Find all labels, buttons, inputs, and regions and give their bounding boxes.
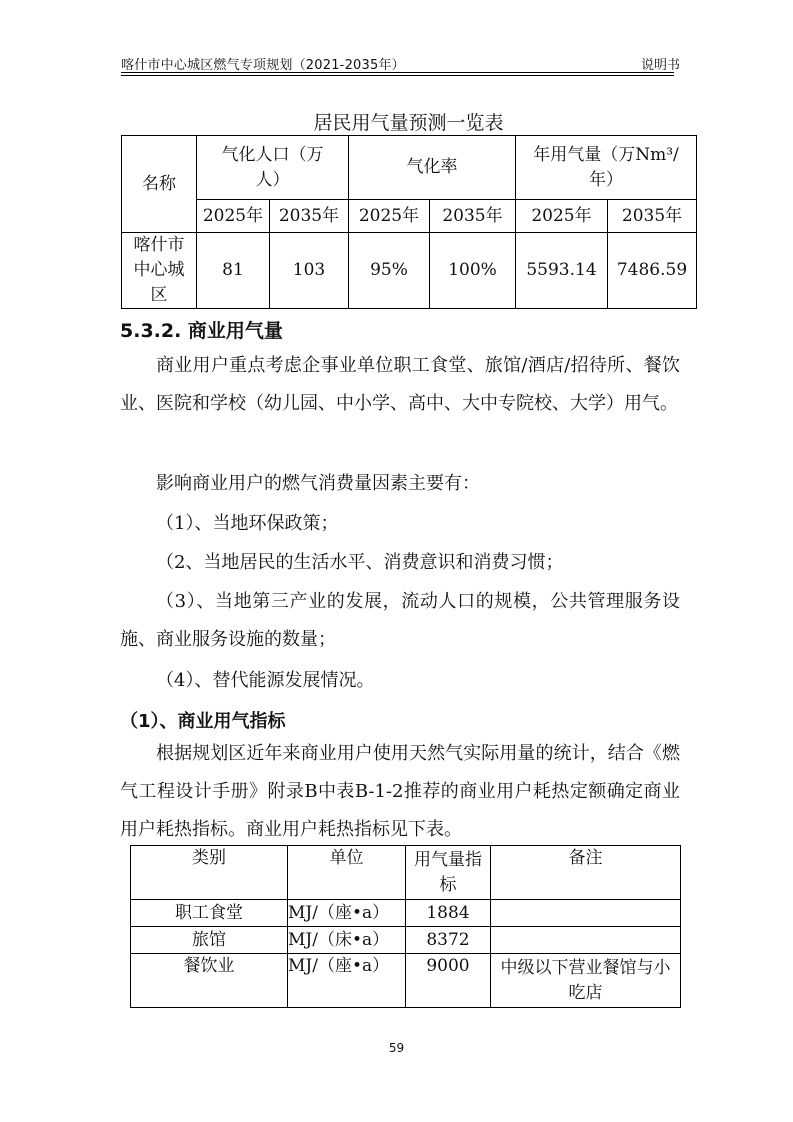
header-title: 喀什市中心城区燃气专项规划（2021-2035年） <box>121 58 405 73</box>
header-gasification-rate: 气化率 <box>349 136 516 200</box>
table-cell: 8372 <box>406 927 491 954</box>
list-item: （3）、当地第三产业的发展，流动人口的规模，公共管理服务设施、商业服务设施的数量； <box>120 591 680 650</box>
header-population: 气化人口（万人） <box>197 136 349 200</box>
table-cell: MJ/（床•a） <box>288 927 406 954</box>
header-cell: 备注 <box>491 846 681 900</box>
year-cell: 2025年 <box>516 200 608 233</box>
table-cell <box>491 927 681 954</box>
table-cell <box>491 900 681 927</box>
header-name: 名称 <box>122 136 197 233</box>
year-cell: 2035年 <box>430 200 516 233</box>
table-cell: 职工食堂 <box>131 900 288 927</box>
header-cell: 用气量指标 <box>406 846 491 900</box>
table-cell: 旅馆 <box>131 927 288 954</box>
page-number: 59 <box>388 1041 405 1055</box>
value-cell: 103 <box>270 233 349 309</box>
paragraph: 影响商业用户的燃气消费量因素主要有： <box>156 473 480 494</box>
commercial-gas-index-table <box>130 845 681 1008</box>
paragraph: 商业用户重点考虑企事业单位职工食堂、旅馆/酒店/招待所、餐饮业、医院和学校（幼儿园、中小学、高中、大中专院校、大学）用气。 <box>120 355 680 414</box>
table-cell: MJ/（座•a） <box>288 900 406 927</box>
header-rule-bottom <box>121 75 674 76</box>
table-cell: 1884 <box>406 900 491 927</box>
year-cell: 2025年 <box>197 200 270 233</box>
header-rule-top <box>121 72 674 73</box>
residential-table-caption: 居民用气量预测一览表 <box>313 112 504 134</box>
value-cell: 7486.59 <box>608 233 697 309</box>
value-cell: 5593.14 <box>516 233 608 309</box>
section-title: 5.3.2. 商业用气量 <box>120 320 283 342</box>
year-cell: 2025年 <box>349 200 430 233</box>
table-cell: 餐饮业 <box>131 954 288 1008</box>
list-item: （2、当地居民的生活水平、消费意识和消费习惯； <box>156 552 564 573</box>
row-name: 喀什市中心城区 <box>122 233 197 309</box>
header-doc-type: 说明书 <box>640 58 680 73</box>
year-cell: 2035年 <box>608 200 697 233</box>
value-cell: 95% <box>349 233 430 309</box>
list-item: （1）、当地环保政策； <box>156 513 339 534</box>
list-item: （4）、替代能源发展情况。 <box>156 670 375 691</box>
value-cell: 81 <box>197 233 270 309</box>
table-cell: MJ/（座•a） <box>288 954 406 1008</box>
header-annual-gas: 年用气量（万Nm³/年） <box>516 136 697 200</box>
value-cell: 100% <box>430 233 516 309</box>
table-cell: 9000 <box>406 954 491 1008</box>
paragraph: 根据规划区近年来商业用户使用天然气实际用量的统计，结合《燃气工程设计手册》附录B中表B-1-2推荐的商业用户耗热定额确定商业用户耗热指标。商业用户耗热指标见下表。 <box>120 743 680 840</box>
year-cell: 2035年 <box>270 200 349 233</box>
residential-gas-table <box>121 135 697 309</box>
header-cell: 类别 <box>131 846 288 900</box>
subsection-title: （1）、商业用气指标 <box>120 711 286 732</box>
header-cell: 单位 <box>288 846 406 900</box>
table-cell: 中级以下营业餐馆与小吃店 <box>491 954 681 1008</box>
